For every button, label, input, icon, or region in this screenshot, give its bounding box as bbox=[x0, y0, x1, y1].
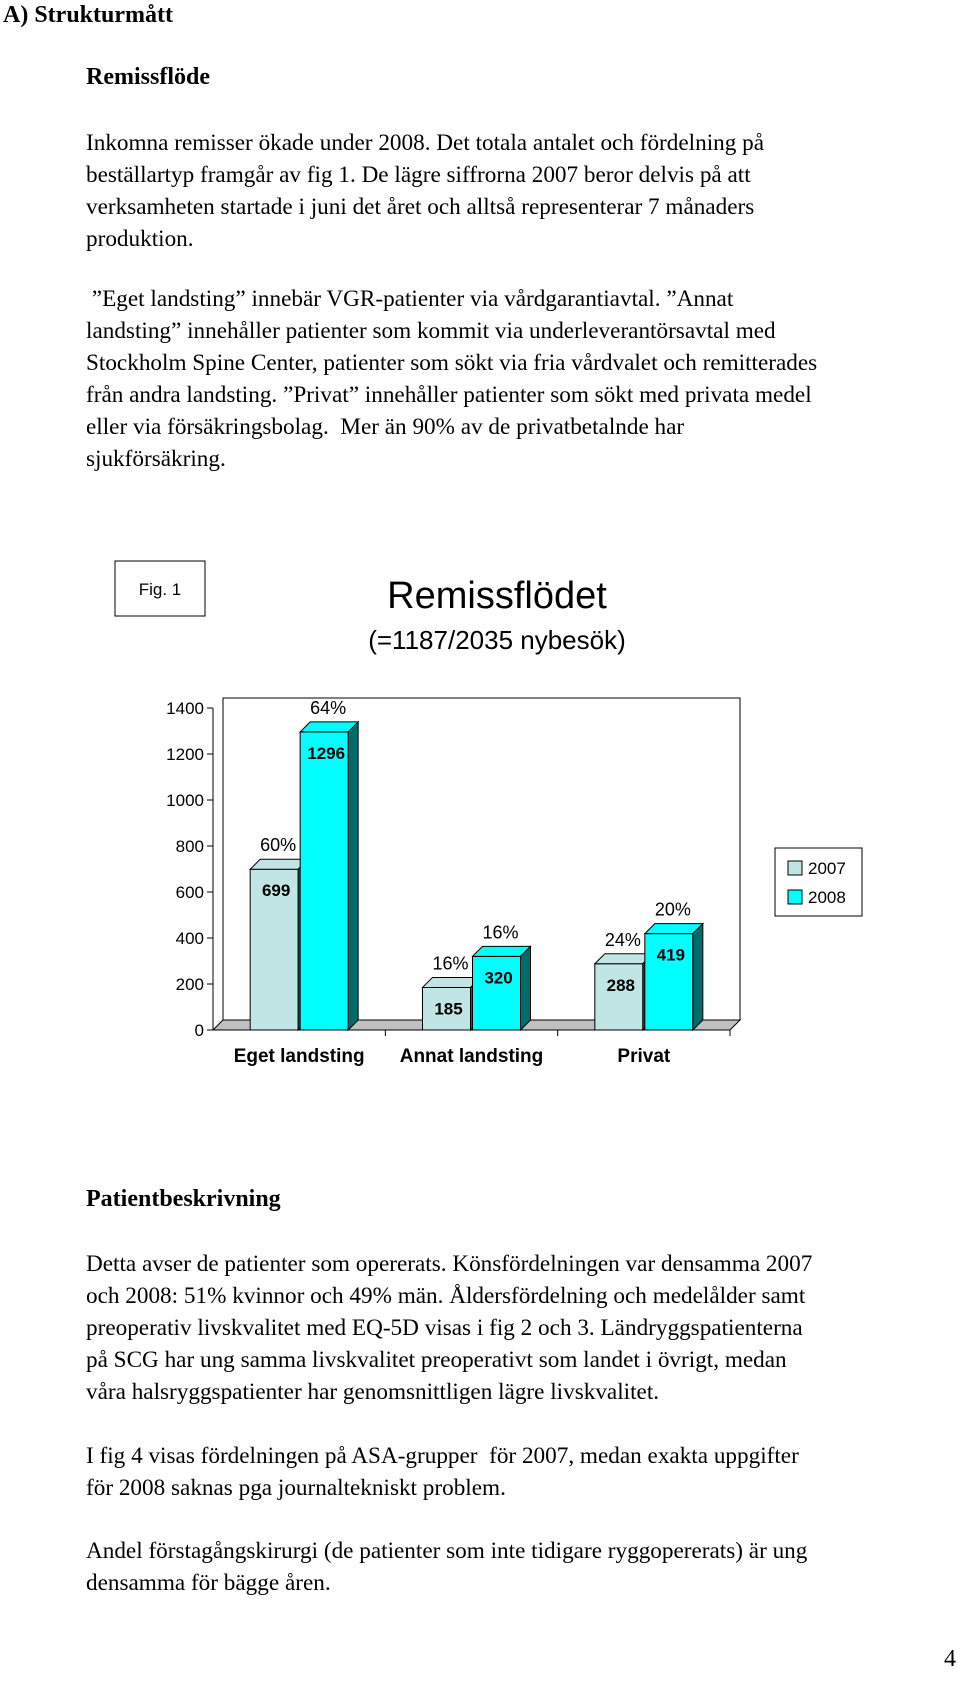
category-label: Eget landsting bbox=[233, 1046, 365, 1067]
text-line: landsting” innehåller patienter som kommit via underleverantörsavtal med bbox=[86, 318, 776, 344]
bar-value-label: 1296 bbox=[307, 743, 346, 763]
text-line: våra halsryggspatienter har genomsnittligen lägre livskvalitet. bbox=[86, 1379, 660, 1405]
bar-side bbox=[348, 722, 358, 1030]
bar-value-label: 320 bbox=[484, 968, 513, 988]
remissflode-paragraph-2 bbox=[86, 283, 956, 475]
text-line: produktion. bbox=[86, 226, 194, 252]
y-tick-label: 1400 bbox=[166, 699, 204, 718]
bar-2007-eget-landsting bbox=[250, 835, 308, 1030]
text-line: I fig 4 visas fördelningen på ASA-grupper för 2007, medan exakta uppgifter bbox=[86, 1443, 799, 1469]
text-line: Andel förstagångskirurgi (de patienter som inte tidigare ryggopererats) är ung bbox=[86, 1538, 808, 1564]
remissflode-paragraph-1 bbox=[86, 127, 956, 255]
bar-side bbox=[693, 924, 703, 1030]
bar-percent-label: 60% bbox=[260, 835, 297, 856]
chart-title: Remissflödet bbox=[387, 575, 607, 617]
patientbeskrivning-heading: Patientbeskrivning bbox=[86, 1186, 281, 1212]
text-line: på SCG har ung samma livskvalitet preoperativt som landet i övrigt, medan bbox=[86, 1347, 787, 1373]
text-line: verksamheten startade i juni det året och alltså representerar 7 månaders bbox=[86, 194, 755, 220]
legend-label: 2007 bbox=[808, 859, 846, 878]
category-label: Annat landsting bbox=[399, 1046, 544, 1067]
chart-subtitle: (=1187/2035 nybesök) bbox=[368, 625, 626, 655]
bar-front bbox=[595, 964, 643, 1030]
text-line: densamma för bägge åren. bbox=[86, 1570, 331, 1596]
category-label: Privat bbox=[617, 1046, 671, 1067]
y-tick-label: 200 bbox=[175, 975, 204, 994]
y-tick-label: 1000 bbox=[166, 791, 204, 810]
patient-paragraph-3 bbox=[86, 1535, 956, 1599]
fig-label: Fig. 1 bbox=[138, 580, 182, 599]
bar-front bbox=[300, 732, 348, 1030]
y-tick-label: 800 bbox=[175, 837, 204, 856]
page-number: 4 bbox=[944, 1646, 956, 1672]
bar-percent-label: 24% bbox=[604, 929, 641, 950]
patient-paragraph-1 bbox=[86, 1248, 956, 1408]
bar-percent-label: 64% bbox=[310, 697, 347, 718]
text-line: beställartyp framgår av fig 1. De lägre siffrorna 2007 beror delvis på att bbox=[86, 162, 751, 188]
text-line: sjukförsäkring. bbox=[86, 446, 226, 472]
text-line: Detta avser de patienter som opererats. Könsfördelningen var densamma 2007 bbox=[86, 1251, 813, 1277]
remissflode-chart bbox=[0, 540, 960, 1080]
y-axis bbox=[166, 699, 213, 1040]
remissflode-heading: Remissflöde bbox=[86, 64, 210, 90]
legend-label: 2008 bbox=[808, 888, 846, 907]
bar-value-label: 185 bbox=[434, 999, 463, 1019]
legend-swatch bbox=[788, 861, 802, 875]
text-line: ”Eget landsting” innebär VGR-patienter via vårdgarantiavtal. ”Annat bbox=[86, 286, 734, 312]
text-line: och 2008: 51% kvinnor och 49% män. Åldersfördelning och medelålder samt bbox=[86, 1283, 806, 1309]
bar-percent-label: 16% bbox=[482, 922, 519, 943]
text-line: för 2008 saknas pga journaltekniskt problem. bbox=[86, 1475, 506, 1501]
bar-value-label: 699 bbox=[261, 881, 291, 901]
bar-percent-label: 16% bbox=[432, 953, 469, 974]
bar-side bbox=[521, 946, 531, 1030]
legend bbox=[775, 848, 862, 916]
y-tick-label: 1200 bbox=[166, 745, 204, 764]
text-line: Inkomna remisser ökade under 2008. Det totala antalet och fördelning på bbox=[86, 130, 765, 156]
text-line: preoperativ livskvalitet med EQ-5D visas i fig 2 och 3. Ländryggspatienterna bbox=[86, 1315, 803, 1341]
y-tick-label: 0 bbox=[194, 1021, 204, 1040]
bar-2008-eget-landsting bbox=[300, 698, 358, 1030]
text-line: Stockholm Spine Center, patienter som sökt via fria vårdvalet och remitterades bbox=[86, 350, 818, 376]
x-axis bbox=[234, 1046, 671, 1067]
bar-value-label: 419 bbox=[656, 945, 686, 965]
text-line: eller via försäkringsbolag. Mer än 90% av de privatbetalnde har bbox=[86, 414, 685, 440]
bar-percent-label: 20% bbox=[654, 899, 691, 920]
y-tick-label: 400 bbox=[175, 929, 204, 948]
bar-value-label: 288 bbox=[606, 975, 636, 995]
text-line: från andra landsting. ”Privat” innehåller patienter som sökt med privata medel bbox=[86, 382, 812, 408]
legend-swatch bbox=[788, 890, 802, 904]
y-tick-label: 600 bbox=[175, 883, 204, 902]
patient-paragraph-2 bbox=[86, 1440, 956, 1504]
section-heading: A) Strukturmått bbox=[3, 2, 173, 28]
